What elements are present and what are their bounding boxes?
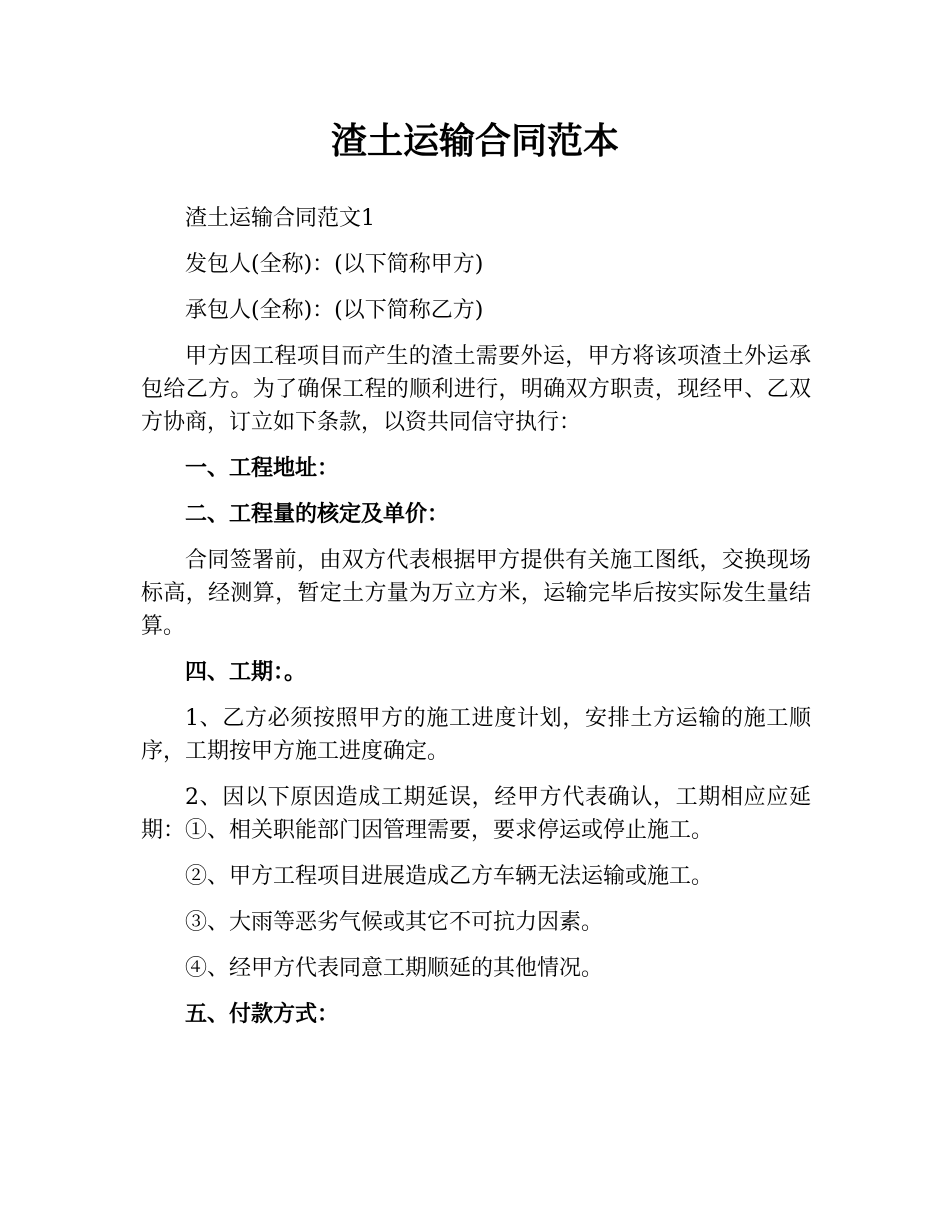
heading-quantity-price: 二、工程量的核定及单价： — [185, 502, 450, 527]
heading-schedule: 四、工期：。 — [185, 660, 307, 685]
heading-payment: 五、付款方式： — [185, 1002, 340, 1027]
paragraph-schedule-2: 2、因以下原因造成工期延误，经甲方代表确认，工期相应应延期：①、相关职能部门因管理需要，要求停运或停止施工。 — [141, 785, 811, 843]
paragraph-party-b: 承包人(全称)：(以下简称乙方) — [185, 298, 484, 323]
heading-project-address: 一、工程地址： — [185, 456, 340, 481]
paragraph-intro: 甲方因工程项目而产生的渣土需要外运，甲方将该项渣土外运承包给乙方。为了确保工程的顺利进行，明确双方职责，现经甲、乙双方协商，订立如下条款，以资共同信守执行： — [141, 344, 811, 435]
paragraph-delay-3: ③、大雨等恶劣气候或其它不可抗力因素。 — [185, 910, 604, 935]
paragraph-schedule-1: 1、乙方必须按照甲方的施工进度计划，安排土方运输的施工顺序，工期按甲方施工进度确定。 — [141, 706, 811, 764]
paragraph-delay-2: ②、甲方工程项目进展造成乙方车辆无法运输或施工。 — [185, 864, 714, 889]
document-title: 渣土运输合同范本 — [330, 121, 619, 162]
paragraph-quantity: 合同签署前，由双方代表根据甲方提供有关施工图纸，交换现场标高，经测算，暂定土方量为万立方米，运输完毕后按实际发生量结算。 — [141, 548, 811, 639]
paragraph-subtitle: 渣土运输合同范文1 — [185, 206, 375, 231]
paragraph-delay-4: ④、经甲方代表同意工期顺延的其他情况。 — [185, 956, 604, 981]
document-body — [141, 202, 811, 1044]
paragraph-party-a: 发包人(全称)：(以下简称甲方) — [185, 252, 484, 277]
